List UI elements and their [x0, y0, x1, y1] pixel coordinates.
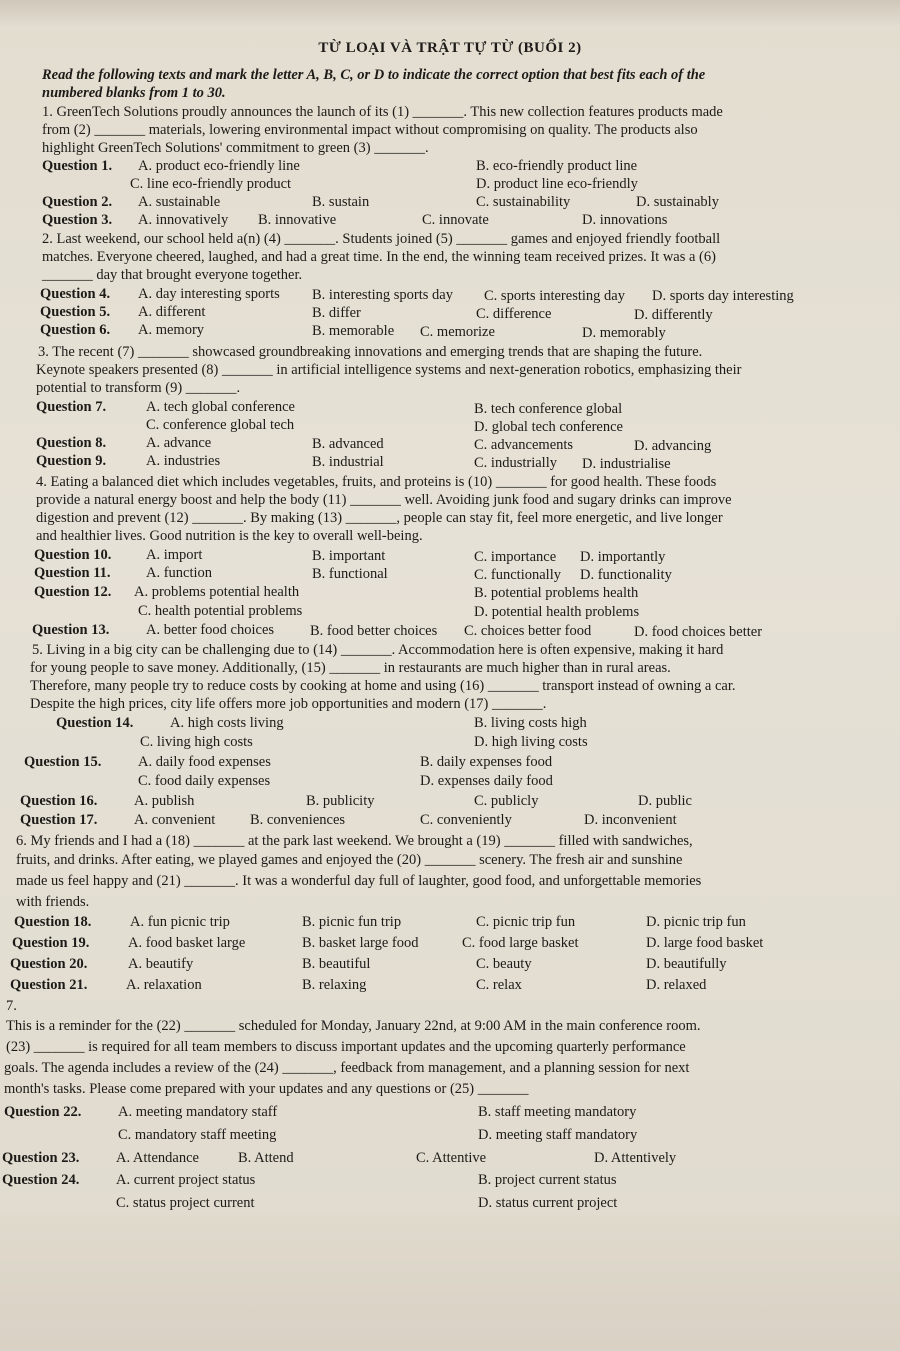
option-b[interactable]: B. relaxing	[302, 977, 367, 993]
option-d[interactable]: D. Attentively	[594, 1150, 677, 1166]
page-bottom-margin	[0, 1215, 900, 1351]
option-a[interactable]: A. sustainable	[138, 194, 221, 210]
option-b[interactable]: B. beautiful	[302, 956, 371, 972]
passage-1-line: highlight GreenTech Solutions' commitment to green (3) _______.	[42, 140, 429, 156]
option-b[interactable]: B. conveniences	[250, 812, 346, 828]
option-c[interactable]: C. living high costs	[140, 734, 253, 750]
option-d[interactable]: D. relaxed	[646, 977, 707, 993]
option-d[interactable]: D. high living costs	[474, 734, 588, 750]
question-label: Question 12.	[34, 584, 112, 600]
passage-3-line: potential to transform (9) _______.	[36, 380, 241, 396]
option-a[interactable]: A. high costs living	[170, 715, 284, 731]
option-c[interactable]: C. status project current	[116, 1195, 255, 1211]
passage-7-number: 7.	[6, 998, 17, 1014]
option-a[interactable]: A. product eco-friendly line	[138, 158, 300, 174]
option-b[interactable]: B. sustain	[312, 194, 370, 210]
option-d[interactable]: D. advancing	[634, 438, 712, 454]
option-c[interactable]: C. sustainability	[476, 194, 571, 210]
passage-2-line: _______ day that brought everyone together.	[42, 267, 303, 283]
passage-5-line: Despite the high prices, city life offers more job opportunities and modern (17) _______.	[30, 696, 547, 712]
question-label: Question 1.	[42, 158, 113, 174]
option-d[interactable]: D. expenses daily food	[420, 773, 553, 789]
option-c[interactable]: C. relax	[476, 977, 522, 993]
option-c[interactable]: C. mandatory staff meeting	[118, 1127, 277, 1143]
question-label: Question 14.	[56, 715, 134, 731]
option-c[interactable]: C. conveniently	[420, 812, 512, 828]
question-label: Question 23.	[2, 1150, 80, 1166]
option-a[interactable]: A. Attendance	[116, 1150, 199, 1166]
option-b[interactable]: B. innovative	[258, 212, 337, 228]
option-b[interactable]: B. tech conference global	[474, 401, 623, 417]
option-c[interactable]: C. beauty	[476, 956, 532, 972]
passage-4-line: digestion and prevent (12) _______. By making (13) _______, people can stay fit, feel more energetic, and live longer	[36, 510, 723, 526]
question-label: Question 24.	[2, 1172, 80, 1188]
option-a[interactable]: A. problems potential health	[134, 584, 300, 600]
option-d[interactable]: D. public	[638, 793, 692, 809]
option-a[interactable]: A. daily food expenses	[138, 754, 271, 770]
option-c[interactable]: C. food daily expenses	[138, 773, 271, 789]
option-c[interactable]: C. line eco-friendly product	[130, 176, 292, 192]
option-c[interactable]: C. Attentive	[416, 1150, 487, 1166]
option-b[interactable]: B. basket large food	[302, 935, 419, 951]
passage-3-line: 3. The recent (7) _______ showcased groundbreaking innovations and emerging trends that are shaping the future.	[38, 344, 703, 360]
option-a[interactable]: A. industries	[146, 453, 221, 469]
passage-7-line: goals. The agenda includes a review of the (24) _______, feedback from management, and a planning session for next	[4, 1060, 690, 1076]
question-label: Question 7.	[36, 399, 107, 415]
option-a[interactable]: A. current project status	[116, 1172, 256, 1188]
passage-1-line: 1. GreenTech Solutions proudly announces the launch of its (1) _______. This new collection features products made	[42, 104, 723, 120]
option-d[interactable]: D. status current project	[478, 1195, 618, 1211]
passage-5-line: 5. Living in a big city can be challenging due to (14) _______. Accommodation here is often expensive, making it hard	[32, 642, 724, 658]
question-label: Question 4.	[40, 286, 111, 302]
option-a[interactable]: A. tech global conference	[146, 399, 295, 415]
option-a[interactable]: A. beautify	[128, 956, 194, 972]
passage-4-line: provide a natural energy boost and help the body (11) _______ well. Avoiding junk food and sugary drinks can improve	[36, 492, 732, 508]
option-a[interactable]: A. relaxation	[126, 977, 202, 993]
passage-2-line: 2. Last weekend, our school held a(n) (4) _______. Students joined (5) _______ games and enjoyed friendly football	[42, 231, 721, 247]
option-b[interactable]: B. memorable	[312, 323, 395, 339]
option-b[interactable]: B. advanced	[312, 436, 384, 452]
option-c[interactable]: C. functionally	[474, 567, 561, 583]
option-c[interactable]: C. difference	[476, 306, 552, 322]
option-c[interactable]: C. picnic trip fun	[476, 914, 576, 930]
passage-4-line: and healthier lives. Good nutrition is the key to overall well-being.	[36, 528, 423, 544]
question-label: Question 15.	[24, 754, 102, 770]
option-a[interactable]: A. fun picnic trip	[130, 914, 230, 930]
option-b[interactable]: B. daily expenses food	[420, 754, 553, 770]
option-d[interactable]: D. sports day interesting	[652, 288, 794, 304]
passage-7-line: (23) _______ is required for all team members to discuss important updates and the upcoming quarterly performance	[6, 1039, 686, 1055]
question-label: Question 8.	[36, 435, 107, 451]
option-c[interactable]: C. health potential problems	[138, 603, 303, 619]
option-d[interactable]: D. functionality	[580, 567, 672, 583]
option-a[interactable]: A. advance	[146, 435, 212, 451]
option-b[interactable]: B. food better choices	[310, 623, 438, 639]
option-a[interactable]: A. function	[146, 565, 213, 581]
passage-6-line: fruits, and drinks. After eating, we played games and enjoyed the (20) _______ scenery. The fresh air and sunshine	[16, 852, 683, 868]
option-c[interactable]: C. industrially	[474, 455, 557, 471]
option-d[interactable]: D. global tech conference	[474, 419, 623, 435]
question-label: Question 16.	[20, 793, 98, 809]
passage-5-line: Therefore, many people try to reduce costs by cooking at home and using (16) _______ transport instead of owning a car.	[30, 678, 736, 694]
question-label: Question 22.	[4, 1104, 82, 1120]
option-b[interactable]: B. important	[312, 548, 386, 564]
option-c[interactable]: C. advancements	[474, 437, 574, 453]
option-d[interactable]: D. large food basket	[646, 935, 764, 951]
question-label: Question 9.	[36, 453, 107, 469]
option-a[interactable]: A. import	[146, 547, 203, 563]
option-a[interactable]: A. innovatively	[138, 212, 229, 228]
option-c[interactable]: C. sports interesting day	[484, 288, 625, 304]
question-label: Question 11.	[34, 565, 111, 581]
option-b[interactable]: B. publicity	[306, 793, 375, 809]
passage-6-line: 6. My friends and I had a (18) _______ at the park last weekend. We brought a (19) _______ filled with sandwiches,	[16, 833, 693, 849]
option-d[interactable]: D. innovations	[582, 212, 668, 228]
option-b[interactable]: B. differ	[312, 305, 361, 321]
option-c[interactable]: C. memorize	[420, 324, 495, 340]
option-c[interactable]: C. conference global tech	[146, 417, 295, 433]
option-a[interactable]: A. better food choices	[146, 622, 275, 638]
page-top-edge	[0, 0, 900, 26]
option-b[interactable]: B. staff meeting mandatory	[478, 1104, 637, 1120]
passage-6-line: with friends.	[16, 894, 90, 910]
option-d[interactable]: D. meeting staff mandatory	[478, 1127, 638, 1143]
option-d[interactable]: D. inconvenient	[584, 812, 677, 828]
option-d[interactable]: D. beautifully	[646, 956, 727, 972]
passage-3-line: Keynote speakers presented (8) _______ in artificial intelligence systems and next-generation robotics, emphasizing their	[36, 362, 742, 378]
instructions-line-2: numbered blanks from 1 to 30.	[42, 85, 226, 101]
option-c[interactable]: C. publicly	[474, 793, 539, 809]
option-b[interactable]: B. potential problems health	[474, 585, 639, 601]
option-b[interactable]: B. industrial	[312, 454, 384, 470]
option-c[interactable]: C. importance	[474, 549, 557, 565]
option-d[interactable]: D. potential health problems	[474, 604, 640, 620]
option-b[interactable]: B. living costs high	[474, 715, 587, 731]
option-d[interactable]: D. sustainably	[636, 194, 719, 210]
question-label: Question 3.	[42, 212, 113, 228]
option-a[interactable]: A. day interesting sports	[138, 286, 280, 302]
option-b[interactable]: B. interesting sports day	[312, 287, 453, 303]
passage-5-line: for young people to save money. Additionally, (15) _______ in restaurants are much higher than in rural areas.	[30, 660, 671, 676]
question-label: Question 17.	[20, 812, 98, 828]
question-label: Question 10.	[34, 547, 112, 563]
option-a[interactable]: A. memory	[138, 322, 205, 338]
option-b[interactable]: B. eco-friendly product line	[476, 158, 638, 174]
option-b[interactable]: B. Attend	[238, 1150, 294, 1166]
option-c[interactable]: C. food large basket	[462, 935, 579, 951]
option-d[interactable]: D. memorably	[582, 325, 666, 341]
option-a[interactable]: A. publish	[134, 793, 195, 809]
option-a[interactable]: A. different	[138, 304, 206, 320]
option-c[interactable]: C. choices better food	[464, 623, 592, 639]
question-label: Question 21.	[10, 977, 88, 993]
question-label: Question 2.	[42, 194, 113, 210]
option-b[interactable]: B. functional	[312, 566, 388, 582]
question-label: Question 18.	[14, 914, 92, 930]
option-a[interactable]: A. meeting mandatory staff	[118, 1104, 278, 1120]
passage-2-line: matches. Everyone cheered, laughed, and had a great time. In the end, the winning team received prizes. It was a (6)	[42, 249, 716, 265]
option-d[interactable]: D. importantly	[580, 549, 666, 565]
passage-1-line: from (2) _______ materials, lowering environmental impact without compromising on quality. The products also	[42, 122, 698, 138]
option-d[interactable]: D. picnic trip fun	[646, 914, 746, 930]
question-label: Question 6.	[40, 322, 111, 338]
question-label: Question 5.	[40, 304, 111, 320]
question-label: Question 19.	[12, 935, 90, 951]
passage-7-line: This is a reminder for the (22) _______ scheduled for Monday, January 22nd, at 9:00 AM in the main conference room.	[6, 1018, 701, 1034]
option-c[interactable]: C. innovate	[422, 212, 489, 228]
option-a[interactable]: A. food basket large	[128, 935, 246, 951]
question-label: Question 13.	[32, 622, 110, 638]
passage-4-line: 4. Eating a balanced diet which includes vegetables, fruits, and proteins is (10) _______ for good health. These foods	[36, 474, 717, 490]
question-label: Question 20.	[10, 956, 88, 972]
option-d[interactable]: D. industrialise	[582, 456, 671, 472]
passage-7-line: month's tasks. Please come prepared with your updates and any questions or (25) _______	[4, 1081, 529, 1097]
option-d[interactable]: D. differently	[634, 307, 713, 323]
option-d[interactable]: D. product line eco-friendly	[476, 176, 638, 192]
worksheet-title: TỪ LOẠI VÀ TRẬT TỰ TỪ (BUỔI 2)	[318, 40, 582, 56]
passage-6-line: made us feel happy and (21) _______. It was a wonderful day full of laughter, good food, and unforgettable memories	[16, 873, 702, 889]
instructions-line-1: Read the following texts and mark the letter A, B, C, or D to indicate the correct option that best fits each of the	[42, 67, 706, 83]
option-b[interactable]: B. project current status	[478, 1172, 617, 1188]
option-a[interactable]: A. convenient	[134, 812, 216, 828]
option-d[interactable]: D. food choices better	[634, 624, 763, 640]
option-b[interactable]: B. picnic fun trip	[302, 914, 402, 930]
